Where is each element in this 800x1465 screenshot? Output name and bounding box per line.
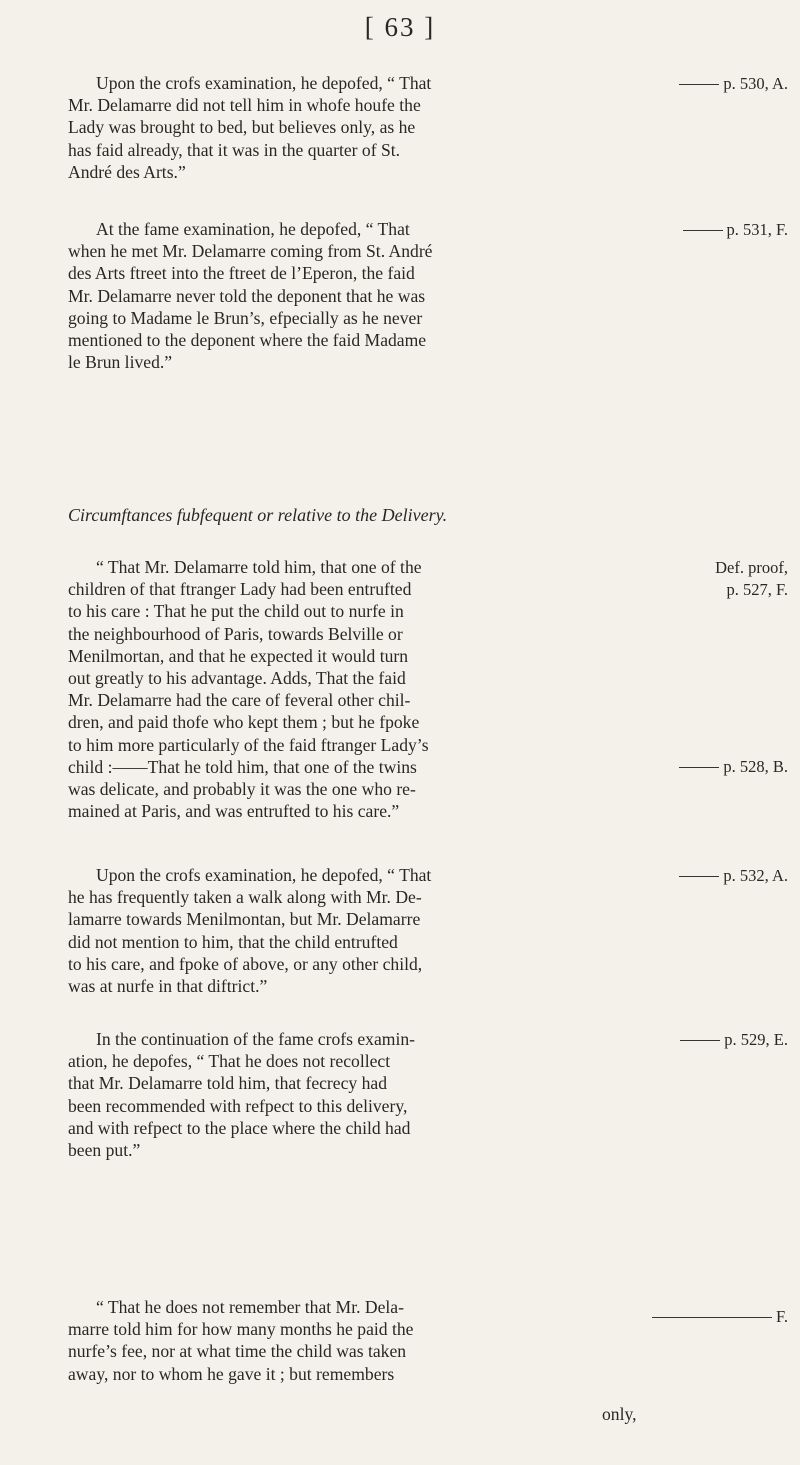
text-line: Upon the crofs examination, he depofed, “ That [96, 865, 432, 885]
reference-text: p. 527, F. [726, 580, 788, 600]
reference-text: p. 528, B. [723, 757, 788, 777]
reference-text: p. 532, A. [723, 866, 788, 886]
reference-text: F. [776, 1307, 788, 1327]
text-line: Mr. Delamarre did not tell him in whofe houfe the [68, 95, 421, 116]
text-line: he has frequently taken a walk along with Mr. De- [68, 887, 422, 908]
text-line: des Arts ftreet into the ftreet de l’Eperon, the faid [68, 263, 415, 284]
text-line: In the continuation of the fame crofs examin- [96, 1029, 416, 1049]
text-line: has faid already, that it was in the quarter of St. [68, 139, 401, 160]
text-line: that Mr. Delamarre told him, that fecrecy had [68, 1073, 388, 1094]
text-line: dren, and paid thofe who kept them ; but he fpoke [68, 712, 420, 733]
text-line: lamarre towards Menilmontan, but Mr. Delamarre [68, 909, 421, 930]
page-number: [ 63 ] [364, 12, 436, 42]
text-line: children of that ftranger Lady had been entrufted [68, 579, 412, 600]
text-line: away, nor to whom he gave it ; but remembers [68, 1363, 395, 1384]
text-line: At the fame examination, he depofed, “ That [96, 219, 410, 239]
leader-rule [652, 1317, 772, 1318]
text-line: Upon the crofs examination, he depofed, “ That [96, 73, 432, 93]
leader-rule [679, 767, 719, 768]
text-line: been put.” [68, 1140, 141, 1161]
margin-reference-3a [638, 557, 788, 578]
text-line: to his care, and fpoke of above, or any other child, [68, 953, 423, 974]
text-line: and with refpect to the place where the child had [68, 1117, 411, 1138]
reference-text: Def. proof, [715, 558, 788, 578]
text-line: “ That Mr. Delamarre told him, that one of the [96, 557, 422, 577]
text-line: to him more particularly of the faid ftranger Lady’s [68, 734, 429, 755]
reference-text: p. 530, A. [723, 74, 788, 94]
text-line: going to Madame le Brun’s, efpecially as he never [68, 307, 423, 328]
paragraph-2 [68, 218, 648, 373]
reference-text: p. 531, F. [726, 220, 788, 240]
text-line: marre told him for how many months he paid the [68, 1319, 414, 1340]
text-line: to his care : That he put the child out to nurfe in [68, 601, 404, 622]
margin-reference-1 [638, 73, 788, 94]
text-line: Mr. Delamarre had the care of feveral other chil- [68, 690, 411, 711]
paragraph-5 [68, 1028, 648, 1161]
text-line: did not mention to him, that the child entrufted [68, 931, 398, 952]
text-line: was at nurfe in that diftrict.” [68, 976, 268, 997]
margin-reference-2 [638, 219, 788, 240]
text-line: Mr. Delamarre never told the deponent that he was [68, 285, 426, 306]
section-heading: Circumftances fubfequent or relative to the Delivery. [68, 505, 448, 525]
margin-reference-3c [638, 756, 788, 777]
text-line: child :——That he told him, that one of the twins [68, 756, 417, 777]
text-line: mentioned to the deponent where the faid Madame [68, 330, 427, 351]
text-line: out greatly to his advantage. Adds, That the faid [68, 668, 406, 689]
margin-reference-5 [638, 1029, 788, 1050]
reference-text: p. 529, E. [724, 1030, 788, 1050]
margin-reference-3b [638, 579, 788, 600]
leader-rule [679, 876, 719, 877]
text-line: Menilmortan, and that he expected it would turn [68, 645, 409, 666]
text-line: mained at Paris, and was entrufted to his care.” [68, 801, 400, 822]
text-line: nurfe’s fee, nor at what time the child was taken [68, 1341, 407, 1362]
text-line: le Brun lived.” [68, 352, 173, 373]
paragraph-4 [68, 864, 648, 997]
text-line: ation, he depofes, “ That he does not recollect [68, 1051, 391, 1072]
text-line: the neighbourhood of Paris, towards Belville or [68, 623, 403, 644]
text-line: André des Arts.” [68, 161, 186, 182]
text-line: Lady was brought to bed, but believes only, as he [68, 117, 416, 138]
text-line: been recommended with refpect to this delivery, [68, 1095, 408, 1116]
margin-reference-6 [638, 1306, 788, 1327]
text-line: “ That he does not remember that Mr. Dela- [96, 1297, 404, 1317]
leader-rule [680, 1040, 720, 1041]
leader-rule [683, 230, 723, 231]
leader-rule [679, 84, 719, 85]
text-line: when he met Mr. Delamarre coming from St. André [68, 241, 433, 262]
paragraph-1 [68, 72, 648, 183]
paragraph-6 [68, 1296, 648, 1385]
margin-reference-4 [638, 865, 788, 886]
paragraph-3 [68, 556, 648, 822]
text-line: was delicate, and probably it was the one who re- [68, 779, 416, 800]
catchword: only, [602, 1404, 637, 1424]
